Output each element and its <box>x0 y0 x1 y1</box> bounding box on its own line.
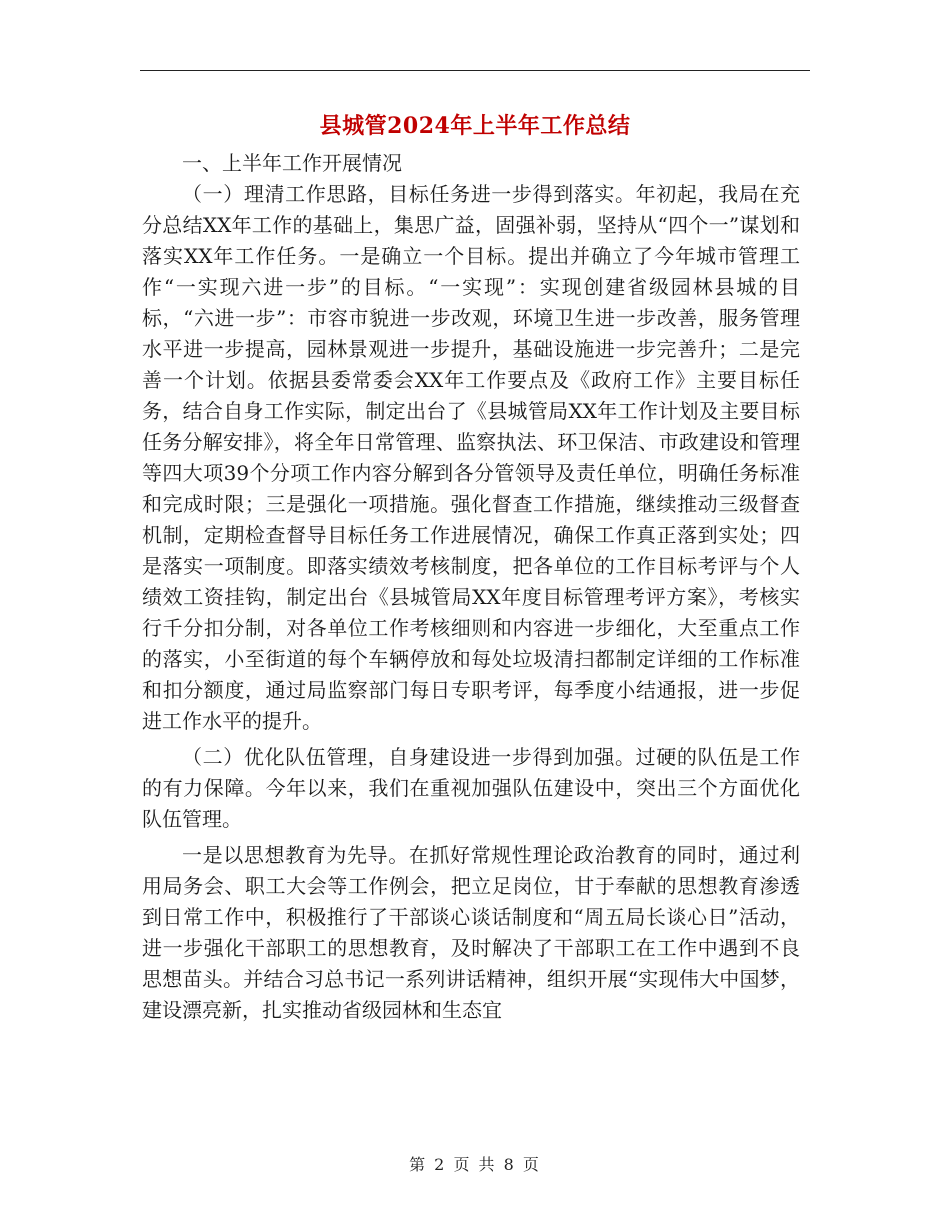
paragraph: （一）理清工作思路，目标任务进一步得到落实。年初起，我局在充分总结XX年工作的基础上，集思广益，固强补弱，坚持从“四个一”谋划和落实XX年工作任务。一是确立一个目标。提出并确立了今年城市管理工作“一实现六进一步”的目标。“一实现”：实现创建省级园林县城的目标，“六进一步”：市容市貌进一步改观，环境卫生进一步改善，服务管理水平进一步提高，园林景观进一步提升，基础设施进一步完善升；二是完善一个计划。依据县委常委会XX年工作要点及《政府工作》主要目标任务，结合自身工作实际，制定出台了《县城管局XX年工作计划及主要目标任务分解安排》，将全年日常管理、监察执法、环卫保洁、市政建设和管理等四大项39个分项工作内容分解到各分管领导及责任单位，明确任务标准和完成时限；三是强化一项措施。强化督查工作措施，继续推动三级督查机制，定期检查督导目标任务工作进展情况，确保工作真正落到实处；四是落实一项制度。即落实绩效考核制度，把各单位的工作目标考评与个人绩效工资挂钩，制定出台《县城管局XX年度目标管理考评方案》，考核实行千分扣分制，对各单位工作考核细则和内容进一步细化，大至重点工作的落实，小至街道的每个车辆停放和每处垃圾清扫都制定详细的工作标准和扣分额度，通过局监察部门每日专职考评，每季度小结通报，进一步促进工作水平的提升。 <box>142 182 800 733</box>
section-heading: 一、上半年工作开展情况 <box>182 151 402 175</box>
document-body <box>142 148 800 1026</box>
document-title: 县城管2024年上半年工作总结 <box>319 113 631 139</box>
page-footer: 第 2 页 共 8 页 <box>409 1155 541 1174</box>
paragraph: （二）优化队伍管理，自身建设进一步得到加强。过硬的队伍是工作的有力保障。今年以来，我们在重视加强队伍建设中，突出三个方面优化队伍管理。 <box>142 745 800 831</box>
paragraph: 一是以思想教育为先导。在抓好常规性理论政治教育的同时，通过利用局务会、职工大会等工作例会，把立足岗位，甘于奉献的思想教育渗透到日常工作中，积极推行了干部谈心谈话制度和“周五局长谈心日”活动，进一步强化干部职工的思想教育，及时解决了干部职工在工作中遇到不良思想苗头。并结合习总书记一系列讲话精神，组织开展“实现伟大中国梦，建设漂亮新，扎实推动省级园林和生态宜 <box>142 843 800 1022</box>
header-rule <box>140 70 810 71</box>
